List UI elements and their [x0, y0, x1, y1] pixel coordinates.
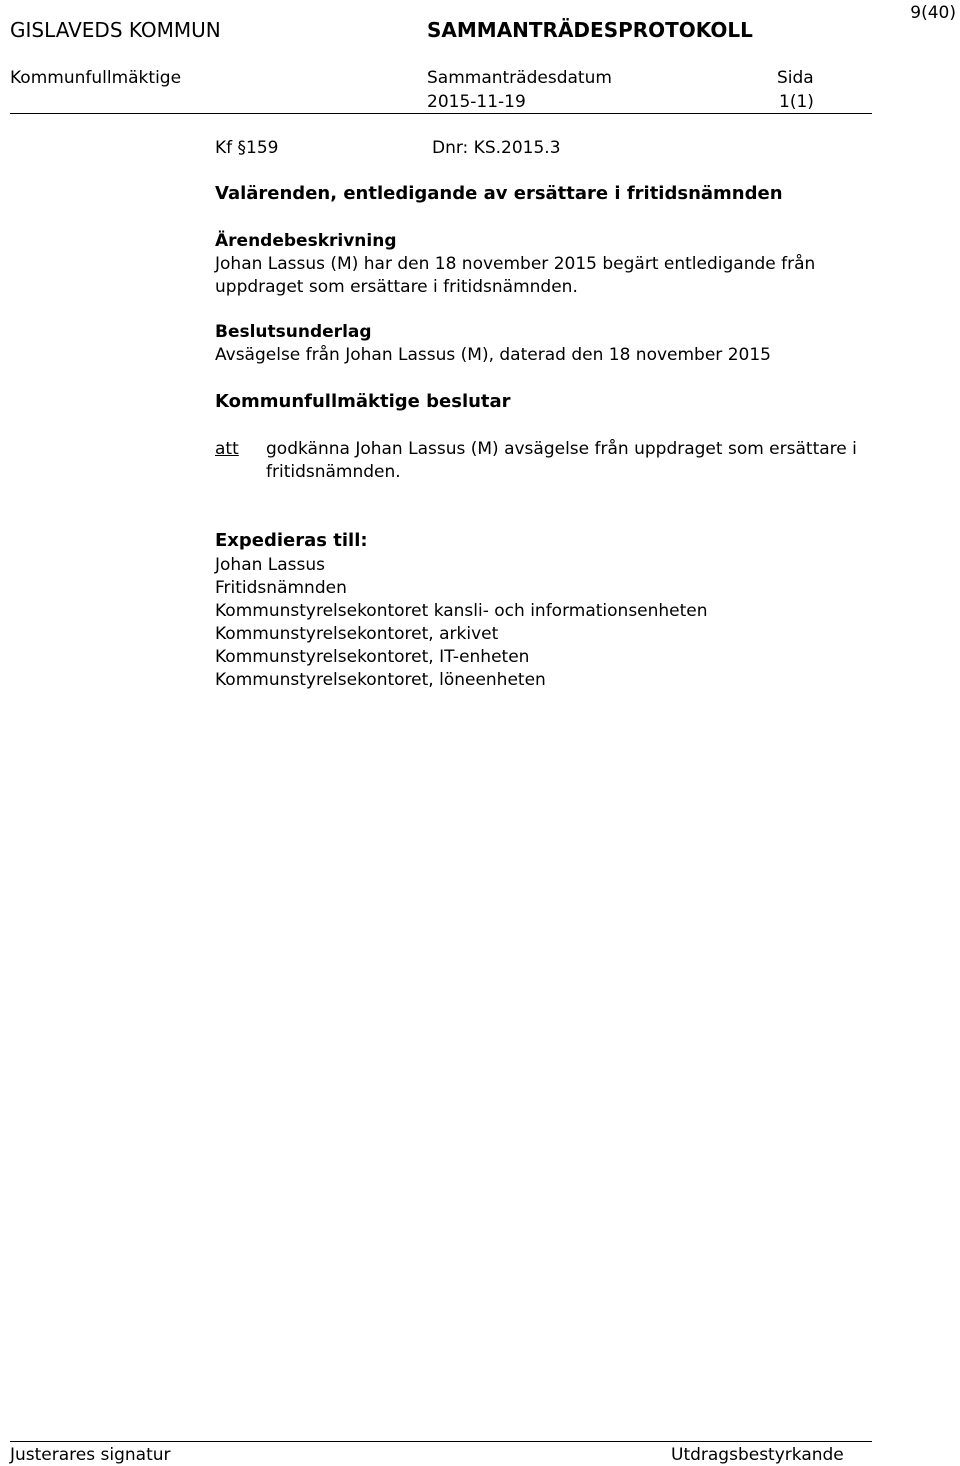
basis-heading: Beslutsunderlag [215, 322, 372, 342]
document-type: SAMMANTRÄDESPROTOKOLL [427, 18, 753, 42]
recipient-item: Kommunstyrelsekontoret, arkivet [215, 624, 499, 644]
paragraph-number: Kf §159 [215, 138, 279, 158]
recipient-item: Fritidsnämnden [215, 578, 347, 598]
footer-divider [10, 1441, 872, 1442]
page-number: 9(40) [910, 3, 956, 23]
meeting-date-value: 2015-11-19 [427, 92, 526, 112]
extract-label: Utdragsbestyrkande [671, 1445, 844, 1465]
basis-text: Avsägelse från Johan Lassus (M), daterad den 18 november 2015 [215, 345, 771, 365]
page-label: Sida [777, 68, 814, 88]
page-value: 1(1) [779, 92, 814, 112]
description-line-2: uppdraget som ersättare i fritidsnämnden. [215, 277, 578, 297]
decision-line-2: fritidsnämnden. [266, 462, 401, 482]
meeting-date-label: Sammanträdesdatum [427, 68, 612, 88]
decision-line-1: godkänna Johan Lassus (M) avsägelse från uppdraget som ersättare i [266, 439, 857, 459]
signature-label: Justerares signatur [10, 1445, 171, 1465]
municipality-name: GISLAVEDS KOMMUN [10, 18, 221, 42]
diary-number: Dnr: KS.2015.3 [432, 138, 561, 158]
description-heading: Ärendebeskrivning [215, 231, 397, 251]
header-divider [10, 113, 872, 114]
body-name: Kommunfullmäktige [10, 68, 182, 88]
att-label: att [215, 439, 239, 459]
case-title: Valärenden, entledigande av ersättare i fritidsnämnden [215, 183, 783, 204]
recipient-item: Johan Lassus [215, 555, 326, 575]
recipient-item: Kommunstyrelsekontoret, löneenheten [215, 670, 546, 690]
recipient-item: Kommunstyrelsekontoret, IT-enheten [215, 647, 530, 667]
description-line-1: Johan Lassus (M) har den 18 november 2015 begärt entledigande från [215, 254, 816, 274]
recipient-item: Kommunstyrelsekontoret kansli- och informationsenheten [215, 601, 708, 621]
decision-heading: Kommunfullmäktige beslutar [215, 391, 511, 412]
distribution-heading: Expedieras till: [215, 530, 368, 551]
